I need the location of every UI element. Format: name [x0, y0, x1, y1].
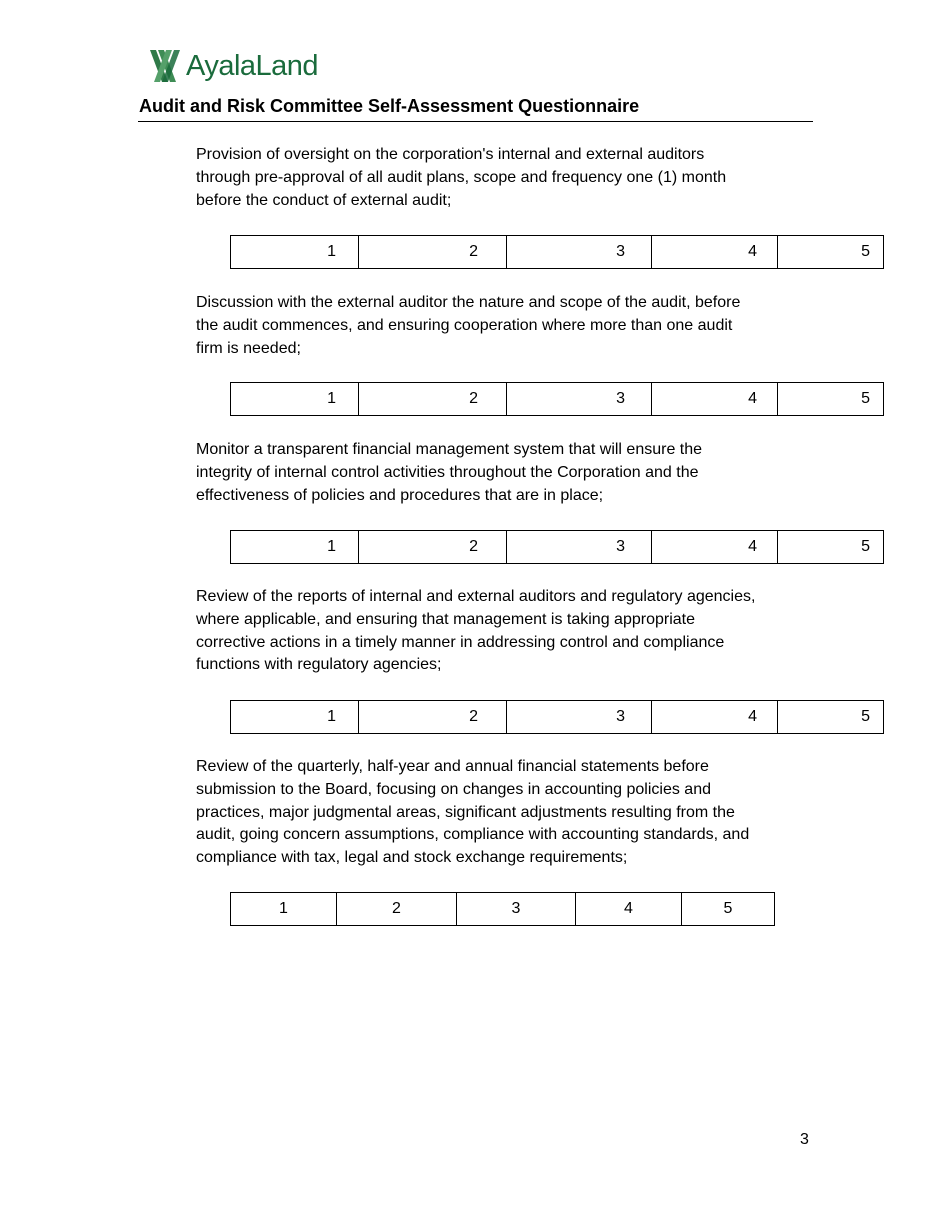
question-line: functions with regulatory agencies; — [196, 656, 442, 674]
logo-wordmark: AyalaLand — [186, 49, 319, 82]
rating-option[interactable]: 3 — [507, 701, 652, 734]
question-line: before the conduct of external audit; — [196, 191, 452, 209]
rating-option[interactable]: 4 — [652, 236, 778, 269]
rating-option[interactable]: 5 — [778, 531, 884, 564]
question-line: where applicable, and ensuring that management is taking appropriate — [196, 610, 695, 628]
rating-option[interactable]: 1 — [231, 701, 359, 734]
question-line: audit, going concern assumptions, compliance with accounting standards, and — [196, 826, 750, 844]
rating-option[interactable]: 1 — [231, 236, 359, 269]
rating-option[interactable]: 4 — [652, 383, 778, 416]
rating-option[interactable]: 2 — [359, 236, 507, 269]
question-line: Review of the quarterly, half-year and annual financial statements before — [196, 758, 709, 775]
rating-option[interactable]: 1 — [231, 893, 337, 926]
rating-option[interactable]: 4 — [652, 531, 778, 564]
page-number: 3 — [800, 1131, 809, 1148]
rating-scale-5 — [230, 892, 775, 926]
company-logo — [148, 42, 342, 90]
question-line: submission to the Board, focusing on changes in accounting policies and — [196, 780, 711, 798]
document-title: Audit and Risk Committee Self-Assessment Questionnaire — [139, 96, 640, 116]
question-line: Review of the reports of internal and external auditors and regulatory agencies, — [196, 588, 756, 605]
rating-scale-2 — [230, 382, 884, 416]
rating-option[interactable]: 3 — [507, 531, 652, 564]
rating-option[interactable]: 5 — [682, 893, 775, 926]
question-text-4 — [196, 586, 806, 677]
rating-option[interactable]: 1 — [231, 531, 359, 564]
question-line: effectiveness of policies and procedures that are in place; — [196, 486, 604, 504]
rating-option[interactable]: 2 — [337, 893, 457, 926]
rating-option[interactable]: 5 — [778, 236, 884, 269]
rating-scale-4 — [230, 700, 884, 734]
rating-option[interactable]: 3 — [457, 893, 576, 926]
question-text-5 — [196, 756, 806, 870]
rating-option[interactable]: 2 — [359, 701, 507, 734]
question-line: Discussion with the external auditor the nature and scope of the audit, before — [196, 294, 741, 311]
question-line: firm is needed; — [196, 339, 301, 357]
question-line: compliance with tax, legal and stock exchange requirements; — [196, 849, 628, 867]
rating-option[interactable]: 4 — [652, 701, 778, 734]
rating-scale-3 — [230, 530, 884, 564]
question-text-3 — [196, 439, 806, 507]
rating-option[interactable]: 5 — [778, 383, 884, 416]
question-line: practices, major judgmental areas, significant adjustments resulting from the — [196, 803, 735, 821]
rating-scale-1 — [230, 235, 884, 269]
rating-option[interactable]: 3 — [507, 383, 652, 416]
rating-option[interactable]: 3 — [507, 236, 652, 269]
question-line: Monitor a transparent financial management system that will ensure the — [196, 441, 703, 458]
header-divider — [138, 121, 813, 122]
question-text-1 — [196, 144, 806, 212]
question-line: integrity of internal control activities throughout the Corporation and the — [196, 463, 699, 481]
rating-option[interactable]: 1 — [231, 383, 359, 416]
ayala-land-logo-icon — [148, 48, 184, 84]
question-line: Provision of oversight on the corporation's internal and external auditors — [196, 146, 705, 163]
rating-option[interactable]: 2 — [359, 531, 507, 564]
question-text-2 — [196, 292, 806, 360]
rating-option[interactable]: 2 — [359, 383, 507, 416]
rating-option[interactable]: 4 — [576, 893, 682, 926]
rating-option[interactable]: 5 — [778, 701, 884, 734]
question-line: corrective actions in a timely manner in addressing control and compliance — [196, 633, 725, 651]
question-line: through pre-approval of all audit plans, scope and frequency one (1) month — [196, 168, 727, 186]
question-line: the audit commences, and ensuring cooperation where more than one audit — [196, 316, 733, 334]
